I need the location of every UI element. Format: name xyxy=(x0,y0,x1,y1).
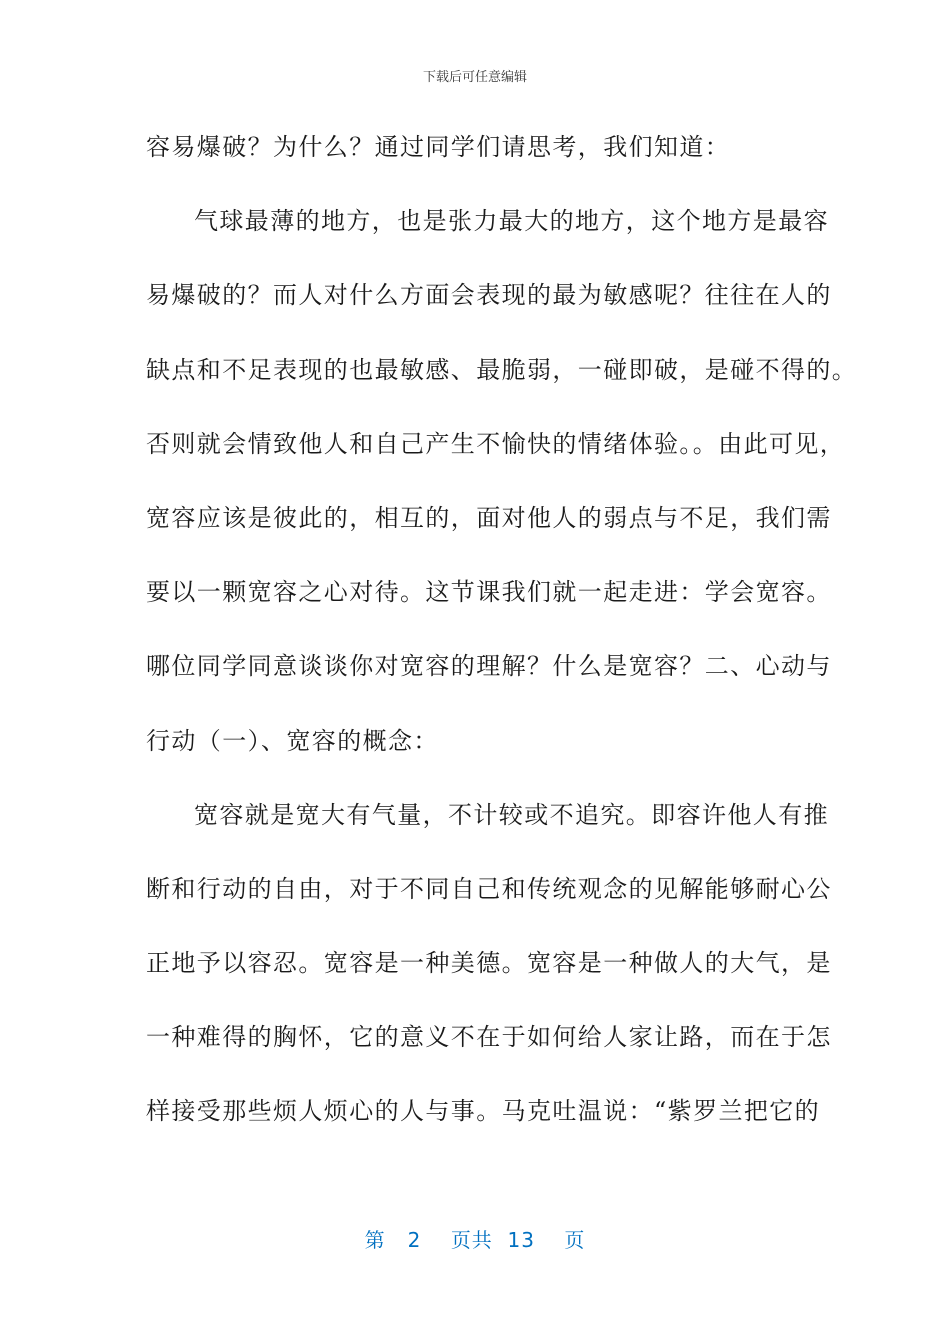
text-line-13: 一种难得的胸怀，它的意义不在于如何给人家让路，而在于怎 xyxy=(146,1023,832,1052)
footer-prefix: 第 xyxy=(364,1228,386,1252)
footer-total-pages: 13 xyxy=(507,1228,535,1252)
text-line-5: 否则就会情致他人和自己产生不愉快的情绪体验。。由此可见， xyxy=(146,429,846,458)
text-line-8: 哪位同学同意谈谈你对宽容的理解？什么是宽容？二、心动与 xyxy=(146,652,832,681)
text-line-14: 样接受那些烦人烦心的人与事。马克吐温说：“紫罗兰把它的 xyxy=(146,1097,821,1126)
text-line-11: 断和行动的自由，对于不同自己和传统观念的见解能够耐心公 xyxy=(146,874,832,903)
text-line-1: 容易爆破？为什么？通过同学们请思考，我们知道： xyxy=(146,133,731,161)
page-footer xyxy=(0,1224,950,1253)
page-header: 下载后可任意编辑 xyxy=(422,70,527,85)
text-line-2: 气球最薄的地方，也是张力最大的地方，这个地方是最容 xyxy=(194,207,829,236)
document-body xyxy=(146,120,858,1159)
text-line-6: 宽容应该是彼此的，相互的，面对他人的弱点与不足，我们需 xyxy=(146,503,832,532)
text-line-4: 缺点和不足表现的也最敏感、最脆弱，一碰即破，是碰不得的。 xyxy=(146,355,858,384)
footer-middle: 页共 xyxy=(450,1228,493,1252)
text-line-10: 宽容就是宽大有气量，不计较或不追究。即容许他人有推 xyxy=(194,800,829,829)
text-line-7: 要以一颗宽容之心对待。这节课我们就一起走进：学会宽容。 xyxy=(146,578,832,607)
text-line-3: 易爆破的？而人对什么方面会表现的最为敏感呢？往往在人的 xyxy=(146,281,832,310)
text-line-12: 正地予以容忍。宽容是一种美德。宽容是一种做人的大气，是 xyxy=(146,949,832,978)
text-line-9: 行动（一）、宽容的概念： xyxy=(146,726,439,755)
footer-current-page: 2 xyxy=(407,1228,422,1252)
footer-suffix: 页 xyxy=(564,1228,586,1252)
